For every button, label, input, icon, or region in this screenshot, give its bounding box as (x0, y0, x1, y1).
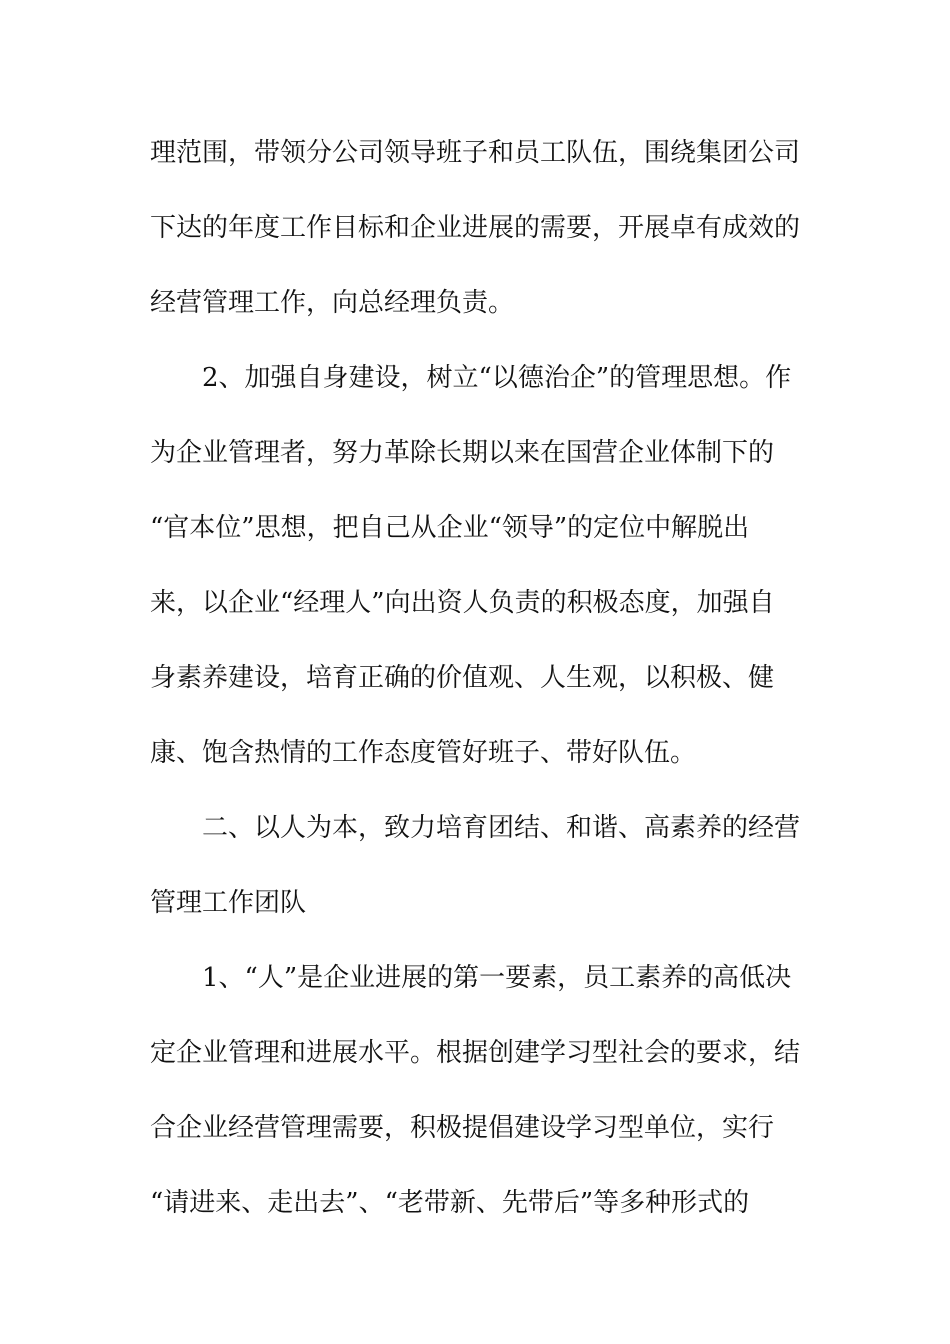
paragraph-line: 合企业经营管理需要，积极提倡建设学习型单位，实行 (150, 1113, 775, 1143)
paragraph-line: 2、加强自身建设，树立“以德治企”的管理思想。作 (202, 363, 792, 393)
paragraph-line: 定企业管理和进展水平。根据创建学习型社会的要求，结 (150, 1038, 801, 1068)
section-heading-line: 管理工作团队 (150, 888, 307, 918)
paragraph-line: 来，以企业“经理人”向出资人负责的积极态度，加强自 (150, 588, 775, 618)
paragraph-line: 理范围，带领分公司领导班子和员工队伍，围绕集团公司 (150, 138, 801, 168)
section-heading-line: 二、以人为本，致力培育团结、和谐、高素养的经营 (202, 813, 801, 843)
paragraph-line: 1、“人”是企业进展的第一要素，员工素养的高低决 (202, 963, 792, 993)
paragraph-line: “官本位”思想，把自己从企业“领导”的定位中解脱出 (150, 513, 750, 543)
paragraph-line: 下达的年度工作目标和企业进展的需要，开展卓有成效的 (150, 213, 801, 243)
paragraph-line: 身素养建设，培育正确的价值观、人生观，以积极、健 (150, 663, 775, 693)
paragraph-line: 康、饱含热情的工作态度管好班子、带好队伍。 (150, 738, 697, 768)
paragraph-line: “请进来、走出去”、“老带新、先带后”等多种形式的 (150, 1188, 750, 1218)
paragraph-line: 经营管理工作，向总经理负责。 (150, 288, 515, 318)
paragraph-line: 为企业管理者，努力革除长期以来在国营企业体制下的 (150, 438, 775, 468)
